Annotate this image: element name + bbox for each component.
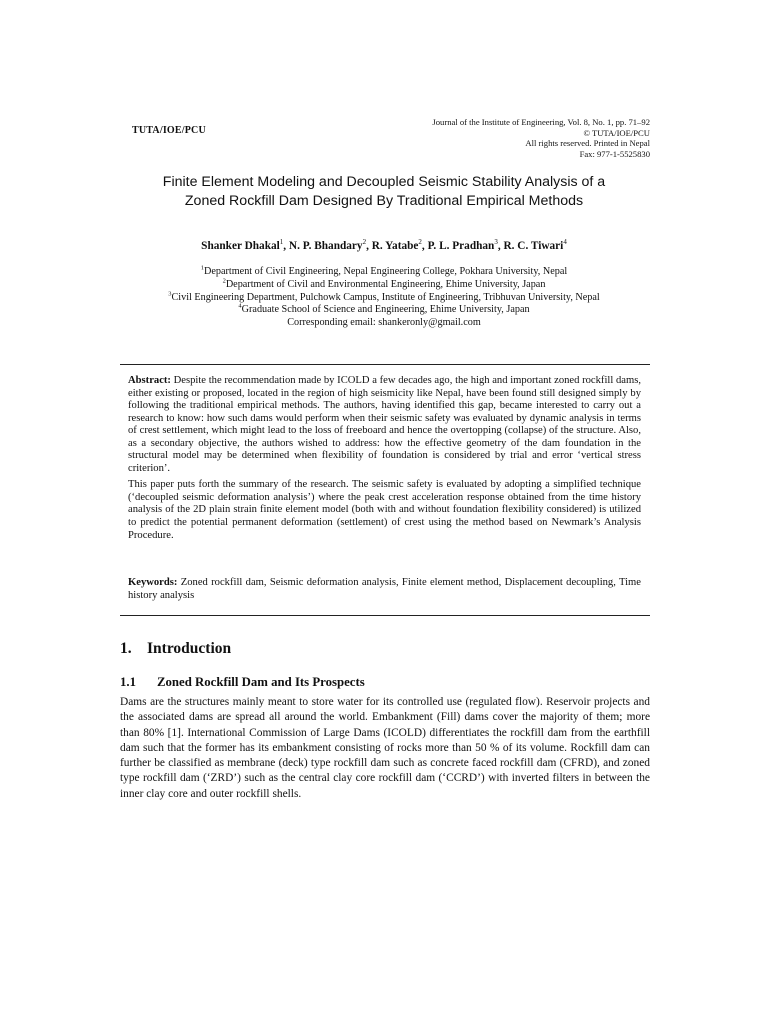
copyright-notice: © TUTA/IOE/PCU	[583, 127, 650, 138]
author: R. C. Tiwari$^4$	[503, 238, 567, 252]
abstract-label: Abstract:	[128, 375, 171, 386]
divider-top	[120, 364, 650, 365]
abstract-paragraph-2: This paper puts forth the summary of the research. The seismic safety is evaluated by adopting a simplified technique (‘decoupled seismic deformation analysis’) where the peak crest acceleration response obtained from the time history analysis of the 2D plain strain finite element model (both with and without foundation flexibility considered) is utilized to predict the potential permanent deformation (settlement) of crest using the method based on Newmark’s Analysis Procedure.	[128, 479, 641, 541]
author: R. Yatabe$^2$,	[371, 238, 428, 252]
keywords	[128, 577, 641, 602]
affiliation: $^4$Graduate School of Science and Engineering, Ehime University, Japan	[238, 303, 530, 316]
rights-notice: All rights reserved. Printed in Nepal	[525, 138, 650, 149]
subsection-title: Zoned Rockfill Dam and Its Prospects	[157, 675, 365, 689]
section-title: Introduction	[147, 640, 232, 657]
affiliations	[110, 266, 658, 330]
author: N. P. Bhandary$^2$,	[288, 238, 372, 252]
corresponding-email: Corresponding email: shankeronly@gmail.com	[287, 317, 481, 329]
journal-citation: Journal of the Institute of Engineering, Vol. 8, No. 1, pp. 71–92	[432, 117, 650, 127]
body-paragraph	[120, 695, 650, 802]
fax-number: Fax: 977-1-5525830	[579, 148, 650, 159]
subsection-number: 1.1	[120, 675, 136, 689]
body-text: Dams are the structures mainly meant to store water for its controlled use (regulated flow). Reservoir projects and the associated dams are spread all around the world. Embankment (Fill) dams cover the majority of them; more than 80% [1]. International Commission of Large Dams (ICOLD) differentiates the rockfill dam from the earthfill dam such that the former has its embankment consisting of rocks more than 50 % of its volume. Rockfill dam can further be classified as membrane (deck) type rockfill dam such as concrete faced rockfill dam (CFRD), and zoned type rockfill dam (‘ZRD’) such as the central clay core rockfill dam (‘CCRD’) with inverted filters in between the inner clay core and outer rockfill shells.	[120, 696, 650, 800]
paper-title-line-1: Finite Element Modeling and Decoupled Seismic Stability Analysis of a	[162, 174, 606, 190]
affiliation: $^3$Civil Engineering Department, Pulchowk Campus, Institute of Engineering, Tribhuvan University, Nepal	[168, 290, 600, 303]
keywords-label: Keywords:	[128, 577, 178, 588]
section-heading-introduction	[120, 640, 231, 658]
section-number: 1.	[120, 640, 132, 657]
paper-title-line-2: Zoned Rockfill Dam Designed By Traditional Empirical Methods	[184, 193, 584, 209]
abstract-paragraph-1: Abstract: Despite the recommendation made by ICOLD a few decades ago, the high and important zoned rockfill dams, either existing or proposed, located in the region of high seismicity like Nepal, have been found still designed simply by following the traditional empirical methods. The authors, having identified this gap, became interested to carry out a research to know: how such dams would perform when their seismic safety was evaluated by dynamic analysis in terms of crest settlement, which might lead to the loss of freeboard and hence the overtopping (collapse) of the structure. Also, as a secondary objective, the authors wished to address: how the effective geometry of the dam foundation in the structural model may be determined when flexibility of foundation is considered by trial and error ‘vertical stress criterion’.	[128, 375, 641, 474]
author-list	[110, 240, 658, 252]
subsection-heading	[120, 675, 365, 690]
author: P. L. Pradhan$^3$,	[427, 238, 504, 252]
divider-bottom	[120, 615, 650, 616]
paper-title	[110, 173, 658, 211]
journal-info	[350, 117, 650, 159]
affiliation: $^2$Department of Civil and Environmental Engineering, Ehime University, Japan	[222, 277, 546, 290]
abstract	[128, 375, 641, 542]
affiliation: $^1$Department of Civil Engineering, Nepal Engineering College, Pokhara University, Nepal	[200, 264, 568, 277]
header-publisher: TUTA/IOE/PCU	[132, 125, 206, 136]
author: Shanker Dhakal$^1$,	[201, 238, 289, 252]
keywords-text: Zoned rockfill dam, Seismic deformation analysis, Finite element method, Displacement decoupling, Time history analysis	[128, 577, 641, 601]
